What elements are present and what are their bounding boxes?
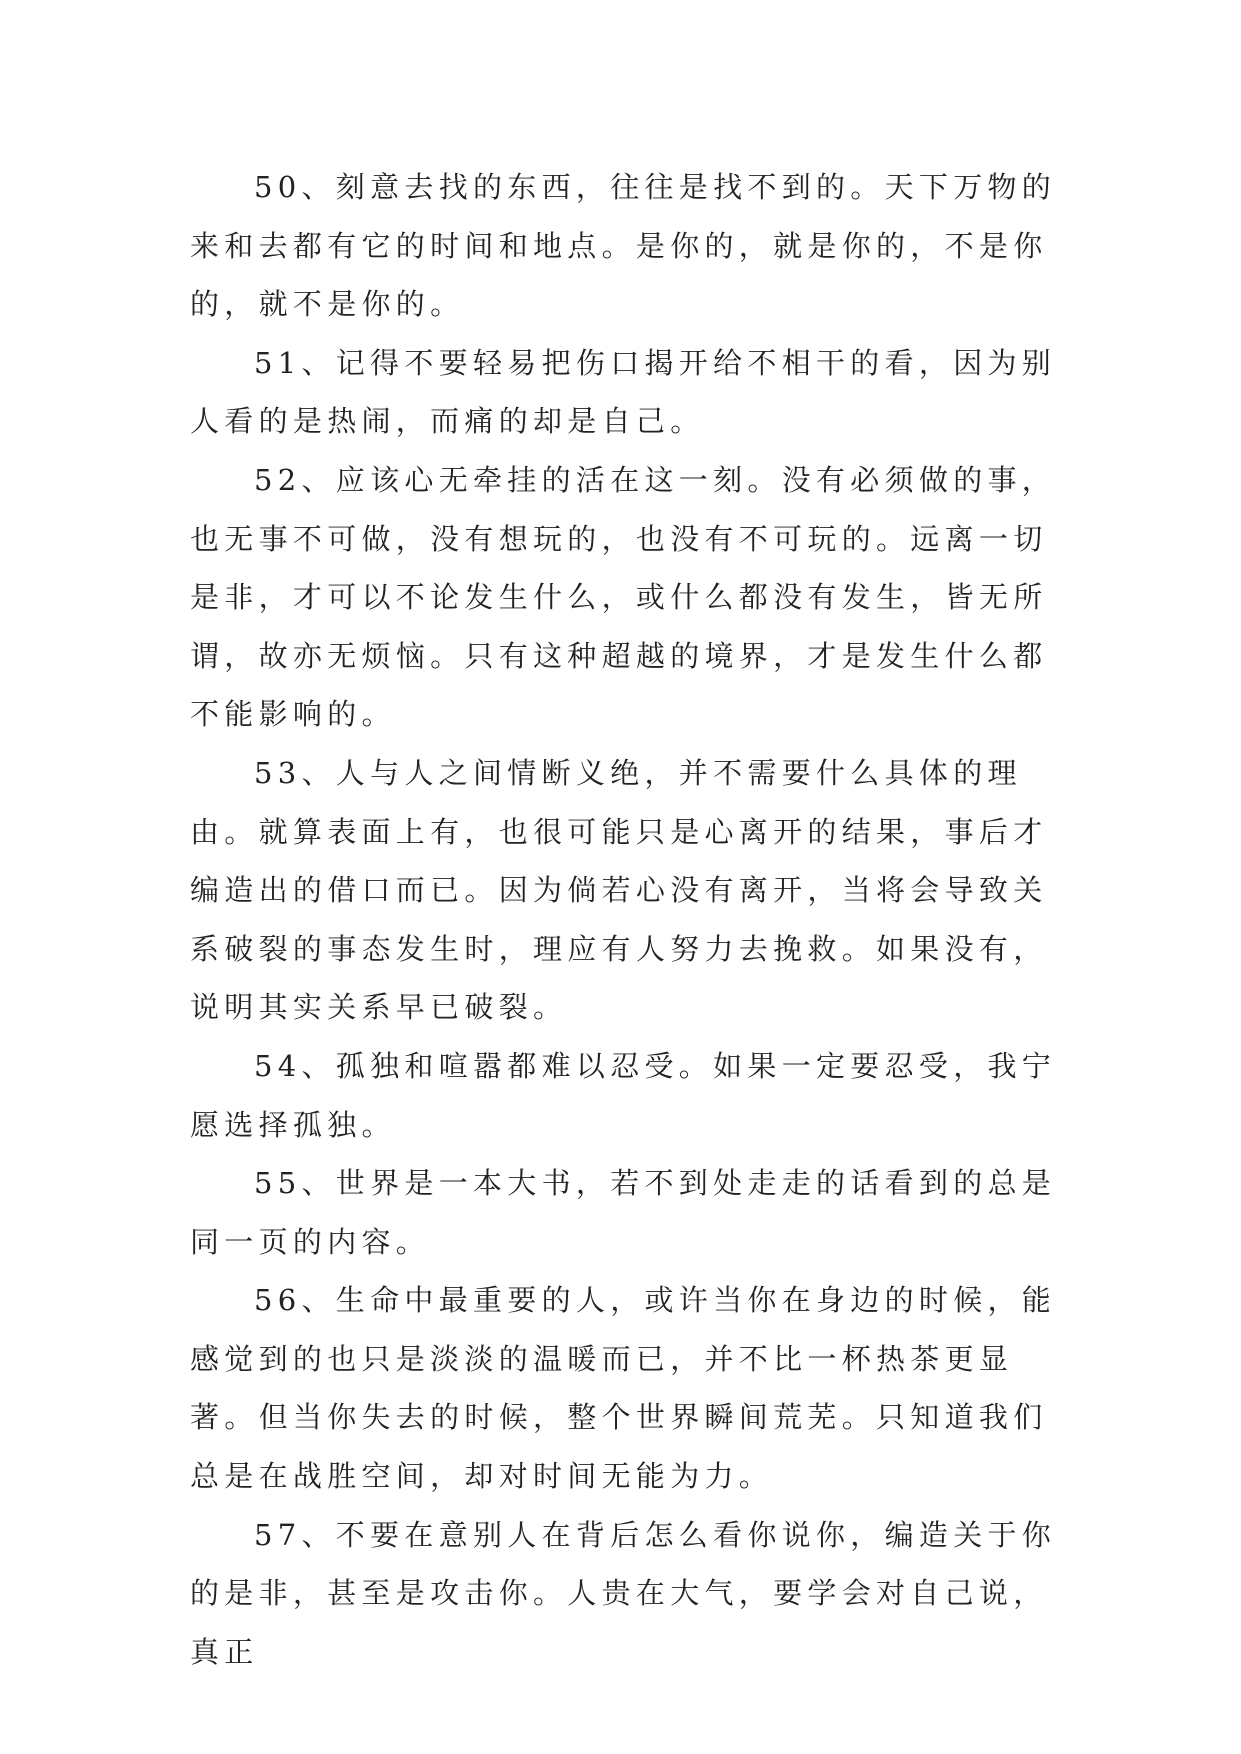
document-body	[190, 158, 1070, 1681]
paragraph-56: 56、生命中最重要的人，或许当你在身边的时候，能感觉到的也只是淡淡的温暖而已，并不比一杯热茶更显著。但当你失去的时候，整个世界瞬间荒芜。只知道我们总是在战胜空间，却对时间无能为力。	[190, 1283, 1057, 1494]
paragraph-57: 57、不要在意别人在背后怎么看你说你，编造关于你的是非，甚至是攻击你。人贵在大气，要学会对自己说，真正	[190, 1517, 1057, 1669]
paragraph-54: 54、孤独和喧嚣都难以忍受。如果一定要忍受，我宁愿选择孤独。	[190, 1048, 1057, 1142]
paragraph-52: 52、应该心无牵挂的活在这一刻。没有必须做的事，也无事不可做，没有想玩的，也没有不可玩的。远离一切是非，才可以不论发生什么，或什么都没有发生，皆无所谓，故亦无烦恼。只有这种超越的境界，才是发生什么都不能影响的。	[190, 462, 1057, 732]
paragraph-50: 50、刻意去找的东西，往往是找不到的。天下万物的来和去都有它的时间和地点。是你的，就是你的，不是你的，就不是你的。	[190, 170, 1057, 322]
paragraph-53: 53、人与人之间情断义绝，并不需要什么具体的理由。就算表面上有，也很可能只是心离开的结果，事后才编造出的借口而已。因为倘若心没有离开，当将会导致关系破裂的事态发生时，理应有人努力去挽救。如果没有，说明其实关系早已破裂。	[190, 755, 1048, 1025]
paragraph-51: 51、记得不要轻易把伤口揭开给不相干的看，因为别人看的是热闹，而痛的却是自己。	[190, 345, 1057, 439]
paragraph-55: 55、世界是一本大书，若不到处走走的话看到的总是同一页的内容。	[190, 1166, 1057, 1259]
